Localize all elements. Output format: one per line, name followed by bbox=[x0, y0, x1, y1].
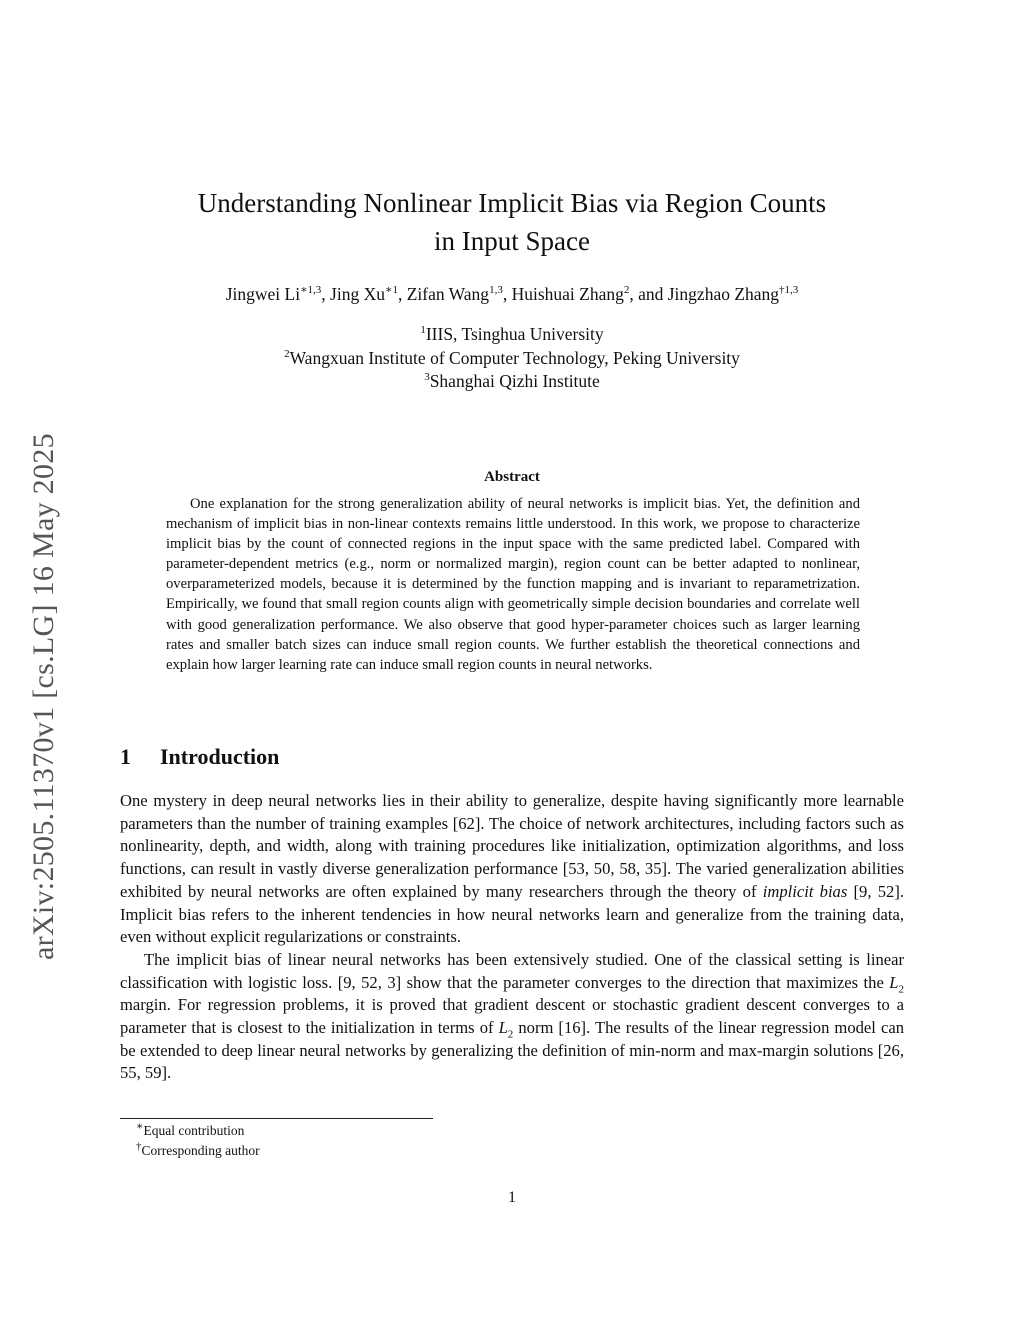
affiliation-mark: 1 bbox=[420, 324, 426, 337]
abstract-text: One explanation for the strong generalization ability of neural networks is implicit bias. Yet, the definition and mechanism of implicit bias in non-linear contexts remains little understood. In this work, we propose to characterize implicit bias by the count of connected regions in the input space with the same predicted label. Compared with parameter-dependent metrics (e.g., norm or normalized margin), region count can be better adapted to nonlinear, overparameterized models, because it is determined by the function mapping and is invariant to reparametrization. Empirically, we found that small region counts align with geometrically simple decision boundaries and correlate well with good generalization performance. We also observe that good hyper-parameter choices such as larger learning rates and smaller batch sizes can induce small region counts. We further establish the theoretical connections and explain how larger learning rate can induce small region counts in neural networks. bbox=[166, 496, 860, 673]
math-symbol: L bbox=[498, 1018, 508, 1038]
footnote bbox=[136, 1141, 260, 1161]
paragraph-text: The implicit bias of linear neural networks has been extensively studied. One of the classical setting is linear classification with logistic loss. [9, 52, 3] show that the parameter converges to the direction that maximizes the bbox=[120, 949, 904, 992]
author-name: Jingwei Li bbox=[225, 284, 301, 304]
section-number: 1 bbox=[120, 744, 131, 769]
paragraph-text: margin. For regression problems, it is proved that gradient descent or stochastic gradient descent converges to a parameter that is closest to the initialization in terms of bbox=[120, 995, 904, 1038]
title-line-1: Understanding Nonlinear Implicit Bias via Region Counts bbox=[197, 188, 827, 218]
affiliation-name: Shanghai Qizhi Institute bbox=[429, 371, 600, 391]
author-and: , and bbox=[629, 284, 668, 304]
paragraph-text: [9, 52]. Implicit bias refers to the inherent tendencies in how neural networks learn and generalize from the training data, even without explicit regularizations or constraints. bbox=[120, 881, 904, 947]
math-subscript: 2 bbox=[507, 1028, 514, 1041]
footnote-mark: ∗ bbox=[136, 1120, 144, 1133]
author-marks: 2 bbox=[623, 284, 630, 297]
author-name: Huishuai Zhang bbox=[511, 284, 624, 304]
arxiv-sidebar bbox=[22, 370, 66, 960]
footnote-text: Corresponding author bbox=[141, 1142, 260, 1158]
affiliation bbox=[120, 370, 904, 394]
author-marks: 1,3 bbox=[489, 284, 503, 297]
author-separator: , bbox=[397, 284, 407, 304]
author-separator: , bbox=[502, 284, 512, 304]
author-separator: , bbox=[321, 284, 331, 304]
paragraph bbox=[120, 790, 904, 949]
affiliation bbox=[120, 347, 904, 371]
math-subscript: 2 bbox=[898, 982, 904, 995]
author-list bbox=[120, 282, 904, 306]
paper-title bbox=[120, 184, 904, 260]
author-name: Jingzhao Zhang bbox=[667, 284, 780, 304]
page-number: 1 bbox=[508, 1189, 516, 1206]
author-marks: ∗1,3 bbox=[300, 284, 322, 297]
affiliation-name: IIIS, Tsinghua University bbox=[425, 324, 604, 344]
footnote-mark: † bbox=[136, 1140, 142, 1152]
section-heading bbox=[120, 744, 279, 770]
paragraph-text: One mystery in deep neural networks lies in their ability to generalize, despite having significantly more learnable parameters than the number of training examples [62]. The choice of network architectures, including factors such as nonlinearity, depth, and width, along with training procedures like initialization, optimization algorithms, and loss functions, can result in vastly diverse generalization performance [53, 50, 58, 35]. The varied generalization abilities exhibited by neural networks are often explained by many researchers through the theory of bbox=[120, 791, 904, 901]
footnote-text: Equal contribution bbox=[143, 1123, 245, 1138]
abstract-heading: Abstract bbox=[484, 469, 540, 485]
emphasis-text: implicit bias bbox=[762, 881, 848, 901]
author-marks: ∗1 bbox=[384, 284, 398, 297]
author-name: Jing Xu bbox=[330, 284, 385, 304]
section-title: Introduction bbox=[160, 744, 280, 769]
arxiv-identifier: arXiv:2505.11370v1 [cs.LG] 16 May 2025 bbox=[27, 433, 60, 960]
author-marks: †1,3 bbox=[779, 284, 799, 297]
affiliation-name: Wangxuan Institute of Computer Technology, Peking University bbox=[289, 347, 740, 368]
footnotes bbox=[136, 1121, 260, 1160]
affiliation-mark: 3 bbox=[424, 371, 430, 384]
affiliation-list bbox=[120, 323, 904, 394]
affiliation-mark: 2 bbox=[284, 347, 290, 360]
paragraph-text: norm [16]. The results of the linear regression model can be extended to deep linear neural networks by generalizing the definition of min-norm and max-margin solutions [26, 55, 59]. bbox=[120, 1018, 904, 1083]
title-line-2: in Input Space bbox=[434, 226, 590, 256]
footnote bbox=[136, 1121, 260, 1141]
affiliation bbox=[120, 323, 904, 347]
introduction-body bbox=[120, 790, 904, 1085]
paragraph bbox=[120, 949, 904, 1085]
author-name: Zifan Wang bbox=[406, 284, 490, 304]
math-symbol: L bbox=[889, 972, 899, 992]
footnote-divider bbox=[120, 1118, 433, 1119]
